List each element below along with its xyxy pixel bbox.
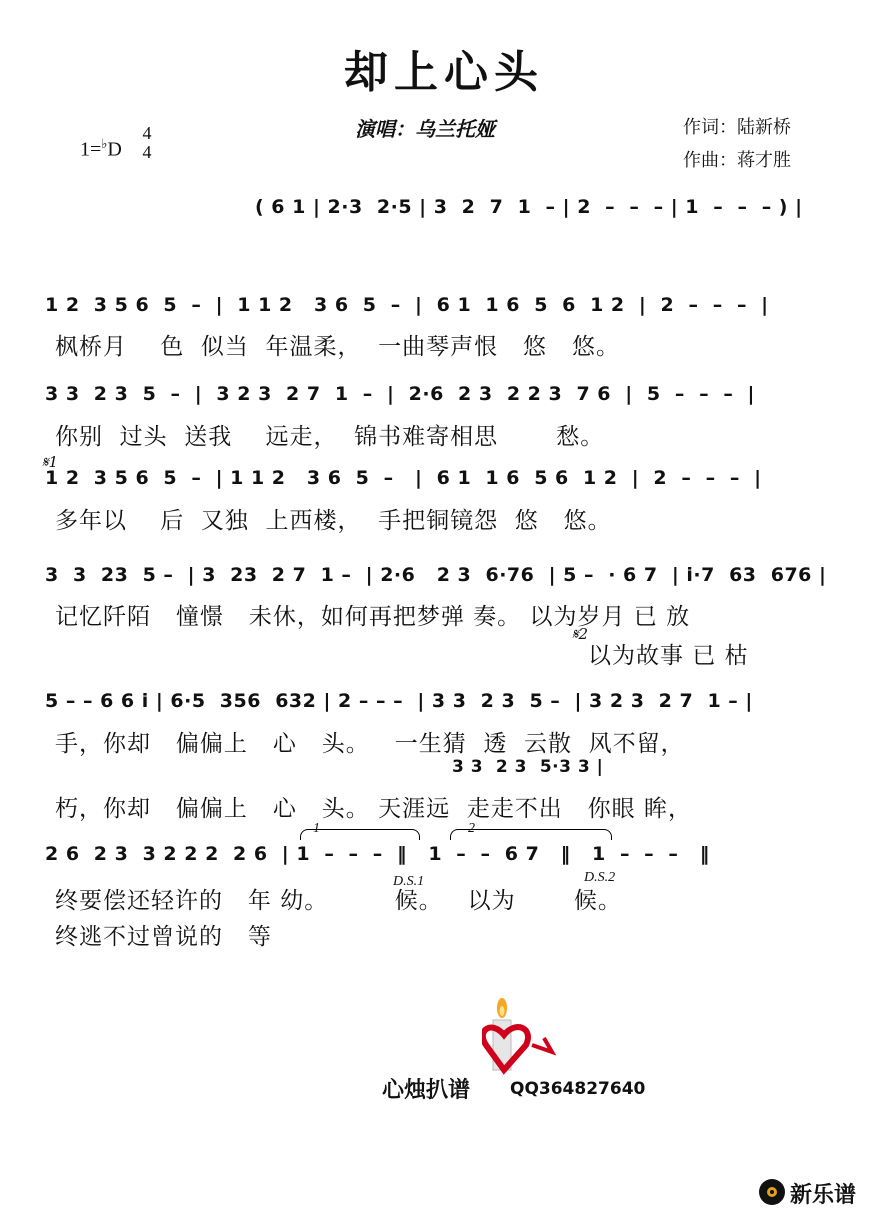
- volta-2-label: 2: [468, 821, 475, 836]
- lyric-row-1: 枫桥月 色 似当 年温柔， 一曲琴声恨 悠 悠。: [55, 334, 620, 360]
- flat-sign: ♭: [101, 136, 108, 151]
- intro-notation: ( 6 1 | 2·3 2·5 | 3 2 7 1 – | 2 – – – | 1 – – – ) |: [255, 196, 803, 218]
- ds2-mark: D.S.2: [584, 870, 616, 885]
- notation-row-1: 1 2 3 5 6 5 – | 1 1 2 3 6 5 – | 6 1 1 6 5 6 1 2 | 2 – – – |: [45, 294, 769, 316]
- notation-row-6: 2 6 2 3 3 2 2 2 2 6 | 1 – – – ‖ 1 – – 6 7 ‖ 1 – – – ‖: [45, 843, 710, 865]
- watermark-qq: QQ364827640: [510, 1079, 646, 1099]
- page-title: 却上心头: [344, 47, 544, 98]
- lyric-row-4a: 记忆阡陌 憧憬 未休，如何再把梦弹 奏。 以为岁月 已 放: [55, 604, 691, 630]
- lyric-row-3: 多年以 后 又独 上西楼， 手把铜镜怨 悠 悠。: [55, 508, 612, 534]
- site-logo-text: 新乐谱: [790, 1183, 857, 1208]
- time-signature: 4 4: [142, 123, 152, 162]
- ds1-mark: D.S.1: [393, 874, 425, 889]
- watermark-name: 心烛扒谱: [382, 1078, 471, 1103]
- notation-row-3: 1 2 3 5 6 5 – | 1 1 2 3 6 5 – | 6 1 1 6 5 6 1 2 | 2 – – – |: [45, 467, 762, 489]
- volta-1-label: 1: [313, 821, 320, 836]
- record-disc-icon: [758, 1178, 786, 1210]
- singer-credit: 演唱：乌兰托娅: [355, 117, 495, 141]
- lyric-row-4b: 以为故事 已 枯: [588, 643, 749, 669]
- segno-2-sign: 𝄋2: [572, 625, 588, 643]
- lyricist-credit: 作词：陆新桥: [683, 117, 791, 138]
- segno-1-sign: 𝄋1: [42, 453, 58, 471]
- lyric-row-6a: 终要偿还轻许的 年 幼。 候。 以为 候。: [55, 888, 622, 914]
- key-signature: 1=♭D: [80, 136, 122, 161]
- composer-credit: 作曲：蒋才胜: [683, 150, 791, 171]
- variant-notation: 3 3 2 3 5·3 3 |: [452, 757, 604, 777]
- notation-row-5: 5 – – 6 6 i | 6·5 356 632 | 2 – – – | 3 3 2 3 5 – | 3 2 3 2 7 1 – |: [45, 690, 753, 712]
- notation-row-2: 3 3 2 3 5 – | 3 2 3 2 7 1 – | 2·6 2 3 2 2 3 7 6 | 5 – – – |: [45, 383, 755, 405]
- lyric-row-2: 你别 过头 送我 远走， 锦书难寄相思 愁。: [55, 424, 605, 450]
- lyric-row-5b: 朽，你却 偏偏上 心 头。 天涯远 走走不出 你眼 眸，: [55, 796, 692, 822]
- lyric-row-5a: 手，你却 偏偏上 心 头。 一生猜 透 云散 风不留，: [55, 731, 685, 757]
- notation-row-4: 3 3 23 5 – | 3 23 2 7 1 – | 2·6 2 3 6·76 | 5 – · 6 7 | i·7 63 676 |: [45, 564, 827, 586]
- lyric-row-6b: 终逃不过曾说的 等: [55, 924, 272, 950]
- candle-heart-icon: [482, 990, 572, 1084]
